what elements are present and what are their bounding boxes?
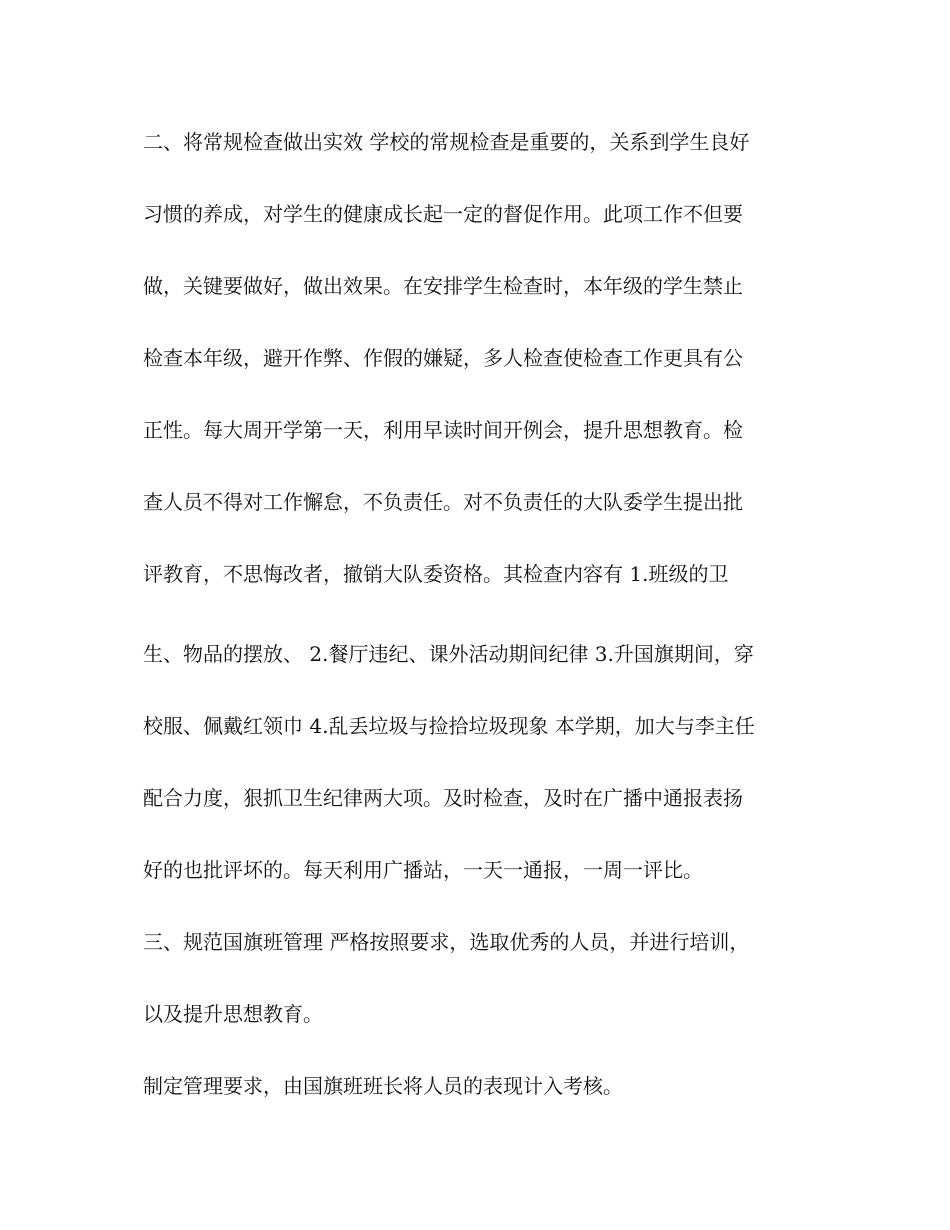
paragraph-line: 做，关键要做好，做出效果。在安排学生检查时，本年级的学生禁止 (143, 274, 743, 298)
paragraph-line: 校服、佩戴红领巾 4.乱丢垃圾与捡拾垃圾现象 本学期，加大与李主任 (143, 714, 755, 738)
paragraph-line: 评教育，不思悔改者，撤销大队委资格。其检查内容有 1.班级的卫 (143, 562, 729, 586)
paragraph-line: 正性。每大周开学第一天，利用早读时间开例会，提升思想教育。检 (143, 418, 743, 442)
paragraph-line: 配合力度，狠抓卫生纪律两大项。及时检查，及时在广播中通报表扬 (143, 786, 743, 810)
paragraph-line: 制定管理要求，由国旗班班长将人员的表现计入考核。 (143, 1074, 623, 1098)
paragraph-line: 好的也批评坏的。每天利用广播站，一天一通报，一周一评比。 (143, 858, 703, 882)
paragraph-line: 以及提升思想教育。 (143, 1002, 323, 1026)
section-heading-line: 三、规范国旗班管理 严格按照要求，选取优秀的人员，并进行培训， (143, 930, 750, 954)
paragraph-line: 检查本年级，避开作弊、作假的嫌疑，多人检查使检查工作更具有公 (143, 346, 743, 370)
paragraph-line: 二、将常规检查做出实效 学校的常规检查是重要的，关系到学生良好 (143, 130, 750, 154)
paragraph-line: 生、物品的摆放、 2.餐厅违纪、课外活动期间纪律 3.升国旗期间，穿 (143, 642, 754, 666)
paragraph-line: 查人员不得对工作懈怠，不负责任。对不负责任的大队委学生提出批 (143, 490, 743, 514)
paragraph-line: 习惯的养成，对学生的健康成长起一定的督促作用。此项工作不但要 (143, 202, 743, 226)
